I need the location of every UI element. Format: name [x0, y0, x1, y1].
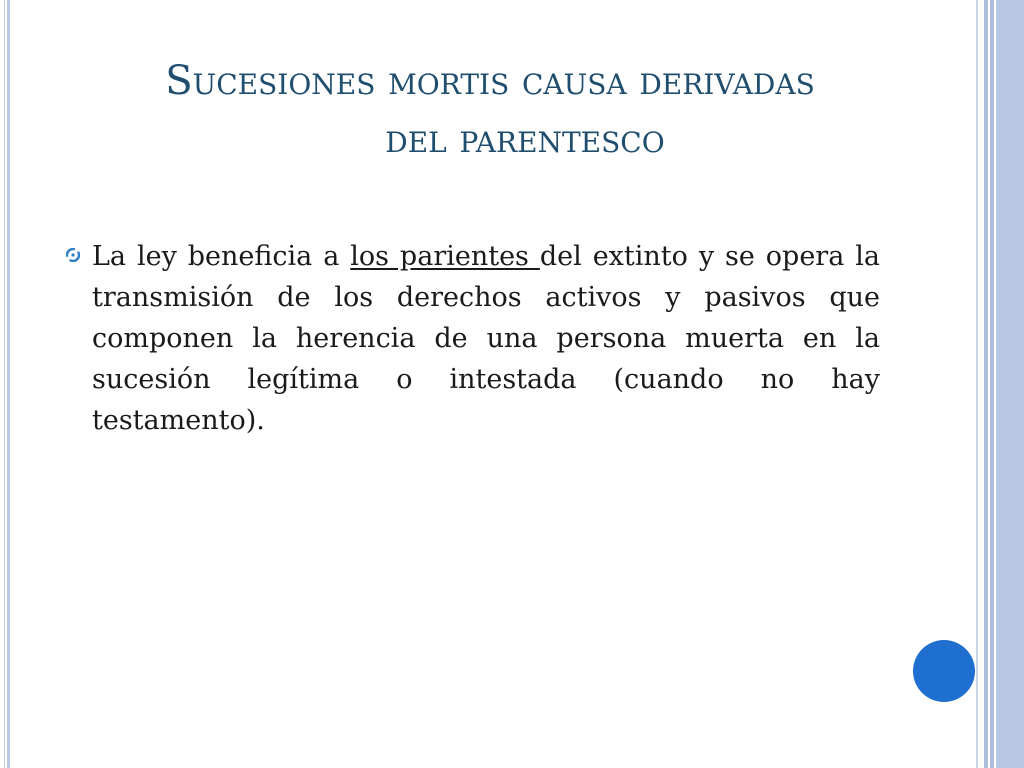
- bullet-item: [60, 236, 880, 441]
- bullet-text: [92, 236, 880, 441]
- slide-content: [60, 236, 880, 441]
- right-decorative-stripes: [976, 0, 1024, 768]
- left-decorative-rule: [4, 0, 10, 768]
- bullet-text-underlined: los parientes: [350, 241, 540, 272]
- accent-circle: [913, 640, 975, 702]
- title-line-1: Sucesiones mortis causa derivadas: [165, 58, 815, 104]
- swirl-bullet-icon: [66, 248, 80, 262]
- slide-title: [60, 52, 920, 168]
- title-line-2: del parentesco: [385, 116, 665, 162]
- bullet-text-start: La ley beneficia a: [92, 241, 351, 272]
- bullet-text-end: del extinto y se opera la transmisión de los derechos activos y pasivos que componen la herencia de una persona muerta en la sucesión legítima o intestada (cuando no hay testamento).: [92, 241, 880, 436]
